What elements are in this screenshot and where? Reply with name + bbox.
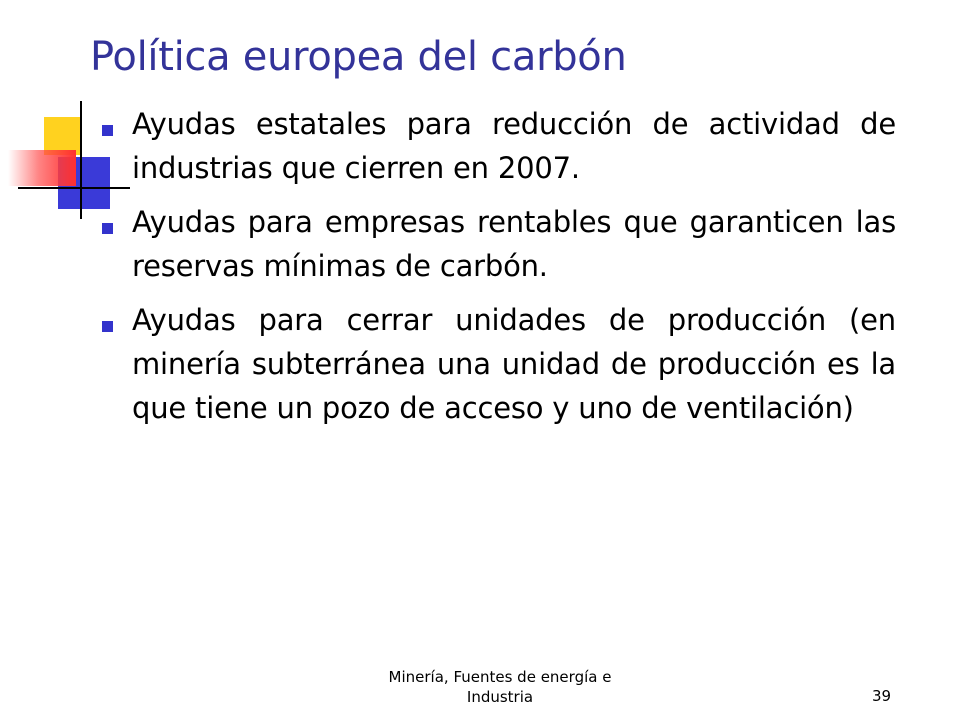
footer-line-2: Industria [466, 688, 534, 706]
bullet-list [96, 102, 896, 440]
square-bullet-icon [102, 125, 113, 136]
bullet-item [96, 102, 896, 190]
bullet-text: Ayudas para cerrar unidades de producción (en minería subterránea una unidad de producción es la que tiene un pozo de acceso y uno de ventilación) [132, 303, 896, 425]
footer-line-1: Minería, Fuentes de energía e [388, 668, 612, 686]
red-gradient-shape [8, 150, 76, 186]
bullet-item [96, 200, 896, 288]
vertical-line [80, 101, 82, 219]
page-number: 39 [872, 687, 892, 705]
footer-text [360, 667, 640, 707]
square-bullet-icon [102, 321, 113, 332]
slide-title: Política europea del carbón [90, 34, 627, 80]
bullet-text: Ayudas estatales para reducción de actividad de industrias que cierren en 2007. [132, 107, 896, 185]
square-bullet-icon [102, 223, 113, 234]
bullet-item [96, 298, 896, 430]
bullet-text: Ayudas para empresas rentables que garanticen las reservas mínimas de carbón. [132, 205, 896, 283]
